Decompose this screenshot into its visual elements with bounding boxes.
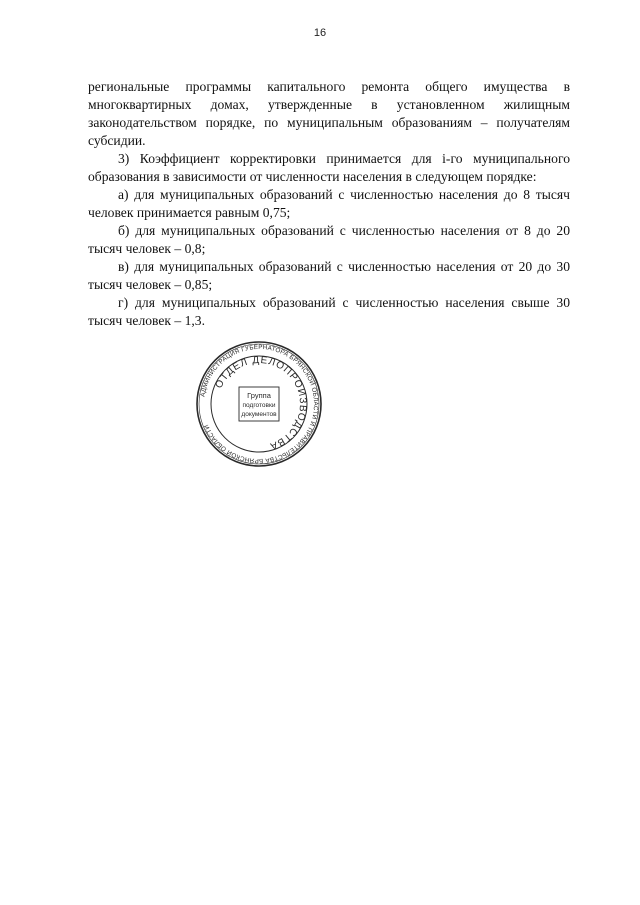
stamp-outer-text: АДМИНИСТРАЦИЯ ГУБЕРНАТОРА БРЯНСКОЙ ОБЛАСТИ И ПРАВИТЕЛЬСТВА БРЯНСКОЙ ОБЛАСТИ	[199, 343, 320, 465]
document-body	[88, 78, 570, 330]
stamp-center-line-2: подготовки	[242, 402, 276, 409]
list-item-b: б) для муниципальных образований с численностью населения от 8 до 20 тысяч человек – 0,8;	[88, 223, 570, 256]
stamp-seal-icon	[195, 340, 323, 468]
list-item-a: а) для муниципальных образований с численностью населения до 8 тысяч человек принимается равным 0,75;	[88, 187, 570, 220]
stamp-center-line-1: Группа	[247, 391, 271, 400]
paragraph-coefficient: 3) Коэффициент корректировки принимается для i-го муниципального образования в зависимости от численности населения в следующем порядке:	[88, 151, 570, 184]
official-stamp	[195, 340, 323, 468]
page-number: 16	[313, 27, 327, 39]
stamp-inner-text: ОТДЕЛ ДЕЛОПРОИЗВОДСТВА	[213, 354, 309, 452]
stamp-center-line-3: документов	[241, 411, 277, 418]
list-item-v: в) для муниципальных образований с численностью населения от 20 до 30 тысяч человек – 0,85;	[88, 259, 570, 292]
list-item-g: г) для муниципальных образований с численностью населения свыше 30 тысяч человек – 1,3.	[88, 295, 570, 328]
paragraph-continuation: региональные программы капитального ремонта общего имущества в многоквартирных домах, утвержденные в установленном жилищным законодательством порядке, по муниципальным образованиям – получателям субсидии.	[88, 79, 570, 148]
